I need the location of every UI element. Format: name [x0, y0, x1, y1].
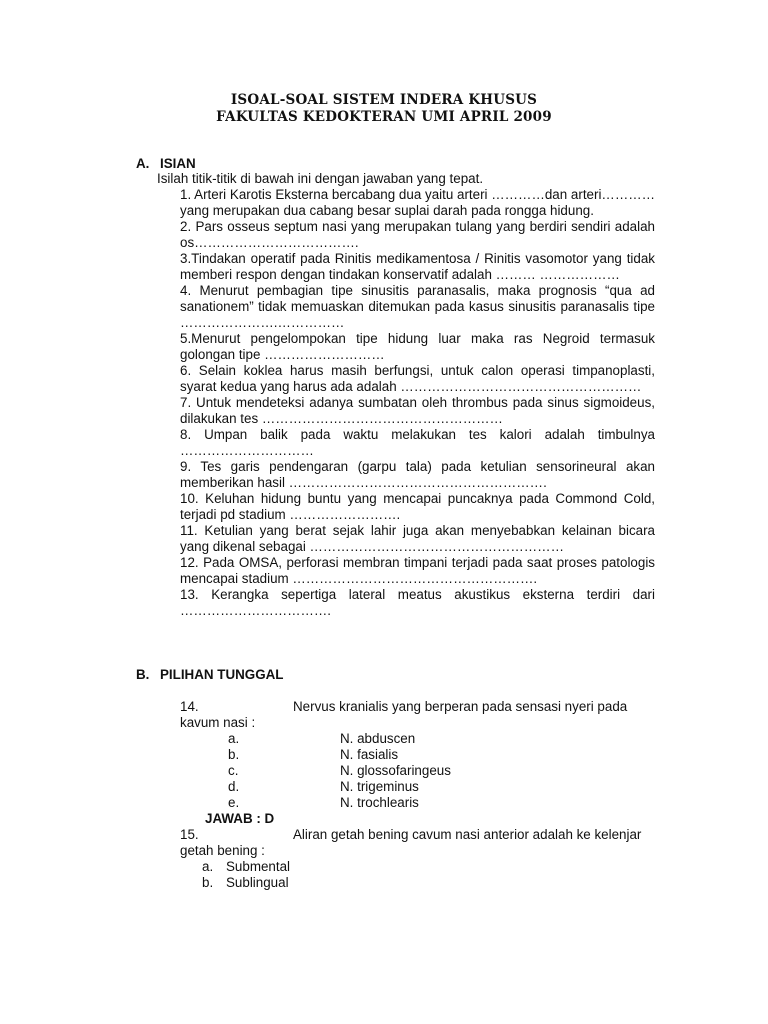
section-a-label: A.: [136, 156, 150, 171]
fill-in-question-7: 7. Untuk mendeteksi adanya sumbatan oleh thrombus pada sinus sigmoideus, dilakukan tes ………………………………………………: [180, 395, 655, 426]
fill-in-question-6: 6. Selain koklea harus masih berfungsi, untuk calon operasi timpanoplasti, syarat kedua yang harus ada adalah ………………………………………………: [180, 363, 655, 394]
option-a: [180, 731, 660, 747]
question-14-number: 14.: [180, 699, 199, 714]
question-14: [180, 699, 660, 827]
fill-in-question-4: 4. Menurut pembagian tipe sinusitis paranasalis, maka prognosis “qua ad sanationem” tidak memuaskan ditemukan pada kasus sinusitis paranasalis tipe ………………….……………: [180, 283, 655, 330]
option-letter: b.: [228, 747, 240, 762]
answer-key: JAWAB : D: [205, 811, 275, 826]
option-letter: e.: [228, 795, 240, 810]
option-c: [180, 763, 660, 779]
option-b: [180, 875, 660, 891]
fill-in-question-3: 3.Tindakan operatif pada Rinitis medikamentosa / Rinitis vasomotor yang tidak memberi respon dengan tindakan konservatif adalah ……… ………………: [180, 251, 655, 282]
fill-in-question-11: 11. Ketulian yang berat sejak lahir juga akan menyebabkan kelainan bicara yang dikenal sebagai …………………………………………………: [180, 523, 655, 554]
option-letter: a.: [228, 731, 240, 746]
fill-in-question-list: [180, 187, 655, 619]
document-title-line-1: ISOAL-SOAL SISTEM INDERA KHUSUS: [230, 92, 538, 108]
option-text: Submental: [226, 859, 291, 874]
fill-in-question-13: 13. Kerangka sepertiga lateral meatus akustikus eksterna terdiri dari …………………………….: [180, 587, 655, 618]
option-text: N. abduscen: [340, 731, 416, 746]
fill-in-question-10: 10. Keluhan hidung buntu yang mencapai puncaknya pada Commond Cold, terjadi pd stadium …………………….: [180, 491, 655, 522]
section-b-title: PILIHAN TUNGGAL: [160, 667, 284, 682]
question-15-continuation: getah bening :: [180, 843, 265, 858]
fill-in-question-8: 8. Umpan balik pada waktu melakukan tes kalori adalah timbulnya …………………………: [180, 427, 655, 458]
fill-in-question-12: 12. Pada OMSA, perforasi membran timpani terjadi pada saat proses patologis mencapai stadium ……………………………………………….: [180, 555, 655, 586]
section-a-instruction: Isilah titik-titik di bawah ini dengan jawaban yang tepat.: [157, 171, 484, 186]
fill-in-question-5: 5.Menurut pengelompokan tipe hidung luar maka ras Negroid termasuk golongan tipe ………………………: [180, 331, 655, 362]
fill-in-question-1: 1. Arteri Karotis Eksterna bercabang dua yaitu arteri …………dan arteri…………yang merupakan dua cabang besar suplai darah pada rongga hidung.: [180, 187, 655, 218]
option-letter: c.: [228, 763, 239, 778]
option-a: [180, 859, 660, 875]
fill-in-question-2: 2. Pars osseus septum nasi yang merupakan tulang yang berdiri sendiri adalah os……………………………….: [180, 219, 655, 250]
option-text: N. trochlearis: [340, 795, 419, 810]
question-15: [180, 827, 660, 891]
option-text: N. trigeminus: [340, 779, 419, 794]
question-15-text: Aliran getah bening cavum nasi anterior adalah ke kelenjar: [293, 827, 642, 842]
option-letter: d.: [228, 779, 240, 794]
option-b: [180, 747, 660, 763]
option-letter: a.: [202, 859, 214, 874]
question-14-text: Nervus kranialis yang berperan pada sensasi nyeri pada: [293, 699, 628, 714]
option-text: Sublingual: [226, 875, 289, 890]
question-14-continuation: kavum nasi :: [180, 715, 256, 730]
fill-in-question-9: 9. Tes garis pendengaran (garpu tala) pada ketulian sensorineural akan memberikan hasil ………………………………………………….: [180, 459, 655, 490]
option-letter: b.: [202, 875, 214, 890]
section-b-label: B.: [136, 667, 150, 682]
option-d: [180, 779, 660, 795]
option-e: [180, 795, 660, 811]
section-a-title: ISIAN: [160, 156, 196, 171]
option-text: N. fasialis: [340, 747, 399, 762]
question-15-number: 15.: [180, 827, 199, 842]
document-title-line-2: FAKULTAS KEDOKTERAN UMI APRIL 2009: [216, 109, 552, 125]
option-text: N. glossofaringeus: [340, 763, 451, 778]
